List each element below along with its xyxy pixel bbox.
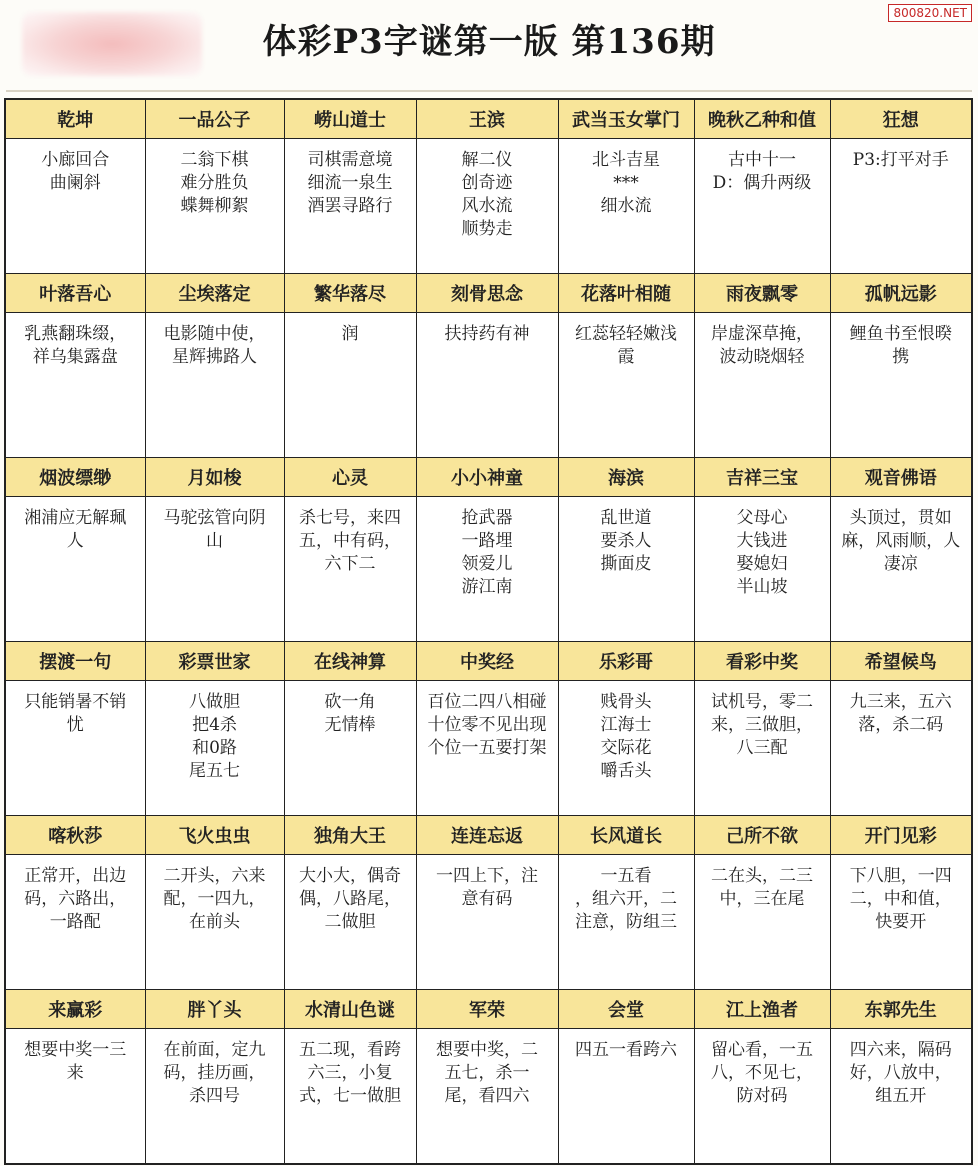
forecaster-name: 希望候鸟: [830, 642, 972, 681]
riddle-line: 一路埋: [461, 531, 513, 551]
forecaster-name: 乾坤: [5, 99, 145, 139]
forecaster-name: 一品公子: [145, 99, 284, 139]
riddle-row: [5, 497, 972, 642]
riddle-line: 解二仪: [461, 150, 513, 170]
riddle-line: 八做胆: [189, 692, 240, 712]
forecaster-name: 繁华落尽: [284, 274, 416, 313]
forecaster-name: 水清山色谜: [284, 990, 416, 1029]
riddle-line: 四五一看跨六: [575, 1040, 677, 1060]
riddle-line: 娶媳妇: [736, 554, 788, 574]
forecaster-name: 海滨: [558, 458, 694, 497]
forecaster-name: 观音佛语: [830, 458, 972, 497]
riddle-line: 山: [206, 531, 223, 551]
riddle-cell: [416, 313, 558, 458]
riddle-line: 江海士: [600, 715, 652, 735]
riddle-cell: [145, 139, 284, 274]
riddle-cell: [558, 497, 694, 642]
riddle-line: 麻，风雨顺，人: [841, 531, 961, 551]
riddle-line: 细水流: [600, 196, 652, 216]
riddle-line: 在前面，定九: [163, 1040, 266, 1060]
riddle-cell: [5, 139, 145, 274]
forecaster-name: 飞火虫虫: [145, 816, 284, 855]
riddle-line: 五二现，看跨: [299, 1040, 401, 1060]
riddle-cell: [5, 1029, 145, 1165]
riddle-line: 九三来，五六: [849, 692, 952, 712]
forecaster-name: 崂山道士: [284, 99, 416, 139]
riddle-line: 八三配: [736, 738, 788, 758]
riddle-line: 防对码: [736, 1086, 788, 1106]
riddle-cell: [694, 497, 830, 642]
forecaster-name: 中奖经: [416, 642, 558, 681]
riddle-cell: [416, 681, 558, 816]
riddle-line: 中，三在尾: [719, 889, 805, 909]
riddle-line: 要杀人: [600, 531, 652, 551]
riddle-line: 尾五七: [189, 761, 240, 781]
riddle-line: 古中十一: [728, 150, 796, 170]
riddle-cell: [5, 497, 145, 642]
riddle-line: 嚼舌头: [600, 761, 652, 781]
riddle-cell: [830, 139, 972, 274]
riddle-line: 二翁下棋: [180, 150, 249, 170]
forecaster-name: 来赢彩: [5, 990, 145, 1029]
forecaster-name: 喀秋莎: [5, 816, 145, 855]
riddle-cell: [284, 855, 416, 990]
name-row: [5, 642, 972, 681]
riddle-line: 只能销暑不销: [24, 692, 127, 712]
riddle-line: 抢武器: [461, 508, 513, 528]
riddle-line: 难分胜负: [180, 173, 249, 193]
riddle-line: 落，杀二码: [858, 715, 944, 735]
forecaster-name: 东郭先生: [830, 990, 972, 1029]
forecaster-name: 长风道长: [558, 816, 694, 855]
riddle-line: 北斗吉星: [592, 150, 660, 170]
riddle-cell: [558, 139, 694, 274]
forecaster-name: 心灵: [284, 458, 416, 497]
riddle-line: 头顶过，贯如: [849, 508, 952, 528]
riddle-cell: [145, 497, 284, 642]
riddle-line: 湘浦应无解珮: [24, 508, 127, 528]
riddle-cell: [558, 681, 694, 816]
riddle-line: 六三，小复: [307, 1063, 393, 1083]
riddle-line: 下八胆，一四: [849, 866, 952, 886]
riddle-cell: [416, 855, 558, 990]
riddle-line: 想要中奖一三: [24, 1040, 127, 1060]
riddle-line: 马驼弦管向阴: [163, 508, 266, 528]
riddle-cell: [830, 855, 972, 990]
forecaster-name: 摆渡一句: [5, 642, 145, 681]
forecaster-name: 乐彩哥: [558, 642, 694, 681]
riddle-line: 五，中有码，: [299, 531, 401, 551]
riddle-line: 交际花: [600, 738, 652, 758]
riddle-line: D：偶升两级: [712, 173, 812, 193]
forecaster-name: 己所不欲: [694, 816, 830, 855]
riddle-line: 波动晓烟轻: [719, 347, 805, 367]
riddle-line: 二做胆: [324, 912, 376, 932]
name-row: [5, 816, 972, 855]
riddle-line: 扶持药有神: [444, 324, 530, 344]
riddle-cell: [145, 681, 284, 816]
riddle-line: 二在头，二三: [711, 866, 813, 886]
name-row: [5, 458, 972, 497]
riddle-line: 酒罢寻路行: [307, 196, 393, 216]
name-row: [5, 990, 972, 1029]
riddle-line: 百位二四八相碰: [427, 692, 547, 712]
forecaster-name: 烟波缥缈: [5, 458, 145, 497]
riddle-line: 组五开: [875, 1086, 927, 1106]
riddle-line: 蝶舞柳絮: [180, 196, 249, 216]
riddle-line: 五七，杀一: [444, 1063, 530, 1083]
forecaster-name: 胖丫头: [145, 990, 284, 1029]
riddle-line: 一四上下，注: [436, 866, 538, 886]
riddle-line: 砍一角: [324, 692, 376, 712]
riddle-cell: [145, 313, 284, 458]
riddle-line: 想要中奖，二: [436, 1040, 538, 1060]
riddle-cell: [416, 139, 558, 274]
riddle-line: 红蕊轻轻嫩浅: [575, 324, 677, 344]
riddle-cell: [830, 497, 972, 642]
riddle-line: 杀七号，来四: [299, 508, 401, 528]
riddle-line: 星辉拂路人: [172, 347, 257, 367]
riddle-line: 忧: [66, 715, 84, 735]
riddle-line: ，组六开，二: [575, 889, 677, 909]
forecaster-name: 王滨: [416, 99, 558, 139]
forecaster-name: 刻骨思念: [416, 274, 558, 313]
riddle-line: 试机号，零二: [711, 692, 813, 712]
riddle-line: 一五看: [600, 866, 652, 886]
riddle-cell: [558, 1029, 694, 1165]
riddle-line: P3:打平对手: [852, 150, 949, 170]
riddle-line: 霞: [617, 347, 635, 367]
riddle-line: 在前头: [189, 912, 240, 932]
riddle-cell: [5, 855, 145, 990]
riddle-line: 配，一四九，: [163, 889, 266, 909]
riddle-cell: [5, 313, 145, 458]
forecaster-name: 雨夜飘零: [694, 274, 830, 313]
riddle-line: 把4杀: [192, 715, 237, 735]
riddle-cell: [558, 313, 694, 458]
riddle-line: 正常开，出边: [24, 866, 127, 886]
riddle-cell: [284, 313, 416, 458]
riddle-line: 留心看，一五: [711, 1040, 813, 1060]
riddle-cell: [694, 855, 830, 990]
riddle-line: 尾，看四六: [444, 1086, 530, 1106]
header-divider: [6, 90, 972, 92]
riddle-line: 来: [66, 1063, 84, 1083]
riddle-cell: [694, 681, 830, 816]
riddle-cell: [284, 139, 416, 274]
riddle-line: 八，不见七，: [711, 1063, 813, 1083]
riddle-line: 好，八放中，: [849, 1063, 952, 1083]
forecaster-name: 江上渔者: [694, 990, 830, 1029]
riddle-line: 和0路: [192, 738, 237, 758]
riddle-line: 码，六路出，: [24, 889, 127, 909]
riddle-cell: [830, 681, 972, 816]
forecaster-name: 开门见彩: [830, 816, 972, 855]
riddle-cell: [694, 139, 830, 274]
forecaster-name: 在线神算: [284, 642, 416, 681]
riddle-line: ***: [613, 173, 639, 193]
riddle-row: [5, 139, 972, 274]
riddle-line: 父母心: [736, 508, 788, 528]
riddle-line: 鲤鱼书至恨暌: [849, 324, 952, 344]
riddle-cell: [830, 313, 972, 458]
riddle-line: 码，挂历画，: [163, 1063, 266, 1083]
site-watermark: 800820.NET: [888, 4, 972, 22]
forecaster-name: 晚秋乙种和值: [694, 99, 830, 139]
page-title: 体彩P3字谜第一版 第136期: [262, 22, 716, 62]
riddle-line: 大小大，偶奇: [299, 866, 401, 886]
forecaster-name: 独角大王: [284, 816, 416, 855]
forecaster-name: 武当玉女掌门: [558, 99, 694, 139]
riddle-line: 凄凉: [883, 554, 918, 574]
riddle-line: 撕面皮: [600, 554, 652, 574]
riddle-line: 创奇迹: [461, 173, 513, 193]
riddle-line: 携: [892, 347, 910, 367]
riddle-cell: [416, 1029, 558, 1165]
riddle-line: 润: [341, 324, 359, 344]
riddle-cell: [284, 497, 416, 642]
forecaster-name: 会堂: [558, 990, 694, 1029]
riddle-row: [5, 1029, 972, 1165]
riddle-cell: [145, 855, 284, 990]
riddle-line: 细流一泉生: [307, 173, 393, 193]
riddle-line: 二开头，六来: [163, 866, 266, 886]
riddle-grid: [4, 98, 973, 1165]
riddle-line: 无情棒: [324, 715, 376, 735]
riddle-line: 岸虚深草掩，: [711, 324, 813, 344]
riddle-row: [5, 681, 972, 816]
riddle-line: 来，三做胆，: [711, 715, 813, 735]
page-header: [0, 0, 978, 92]
riddle-line: 四六来，隔码: [849, 1040, 952, 1060]
name-row: [5, 99, 972, 139]
riddle-line: 祥乌集露盘: [32, 347, 118, 367]
riddle-row: [5, 855, 972, 990]
riddle-cell: [284, 1029, 416, 1165]
riddle-line: 曲阑斜: [49, 173, 101, 193]
riddle-cell: [694, 1029, 830, 1165]
riddle-line: 风水流: [461, 196, 513, 216]
riddle-line: 乱世道: [600, 508, 652, 528]
forecaster-name: 尘埃落定: [145, 274, 284, 313]
forecaster-name: 小小神童: [416, 458, 558, 497]
name-row: [5, 274, 972, 313]
riddle-row: [5, 313, 972, 458]
riddle-line: 快要开: [875, 912, 927, 932]
riddle-cell: [416, 497, 558, 642]
riddle-line: 人: [66, 531, 84, 551]
riddle-cell: [830, 1029, 972, 1165]
riddle-cell: [284, 681, 416, 816]
riddle-cell: [694, 313, 830, 458]
forecaster-name: 叶落吾心: [5, 274, 145, 313]
forecaster-name: 狂想: [830, 99, 972, 139]
riddle-line: 个位一五要打架: [427, 738, 547, 758]
riddle-line: 司棋需意境: [307, 150, 393, 170]
riddle-line: 式，七一做胆: [299, 1086, 401, 1106]
riddle-line: 十位零不见出现: [427, 715, 547, 735]
riddle-line: 半山坡: [736, 577, 788, 597]
forecaster-name: 花落叶相随: [558, 274, 694, 313]
riddle-line: 电影随中使，: [163, 324, 266, 344]
riddle-line: 领爱儿: [461, 554, 513, 574]
forecaster-name: 孤帆远影: [830, 274, 972, 313]
riddle-line: 小廊回合: [41, 150, 110, 170]
forecaster-name: 吉祥三宝: [694, 458, 830, 497]
forecaster-name: 彩票世家: [145, 642, 284, 681]
riddle-line: 贱骨头: [600, 692, 652, 712]
riddle-line: 意有码: [461, 889, 513, 909]
forecaster-name: 连连忘返: [416, 816, 558, 855]
riddle-line: 大钱进: [736, 531, 788, 551]
riddle-line: 游江南: [461, 577, 513, 597]
riddle-line: 二，中和值，: [849, 889, 952, 909]
riddle-cell: [558, 855, 694, 990]
riddle-line: 乳燕翻珠缀，: [24, 324, 127, 344]
riddle-line: 六下二: [324, 554, 376, 574]
riddle-cell: [145, 1029, 284, 1165]
forecaster-name: 月如梭: [145, 458, 284, 497]
riddle-line: 偶，八路尾，: [299, 889, 401, 909]
riddle-line: 注意，防组三: [575, 912, 677, 932]
riddle-line: 顺势走: [461, 219, 513, 239]
riddle-line: 一路配: [49, 912, 101, 932]
riddle-line: 杀四号: [189, 1086, 240, 1106]
riddle-cell: [5, 681, 145, 816]
forecaster-name: 看彩中奖: [694, 642, 830, 681]
forecaster-name: 军荣: [416, 990, 558, 1029]
